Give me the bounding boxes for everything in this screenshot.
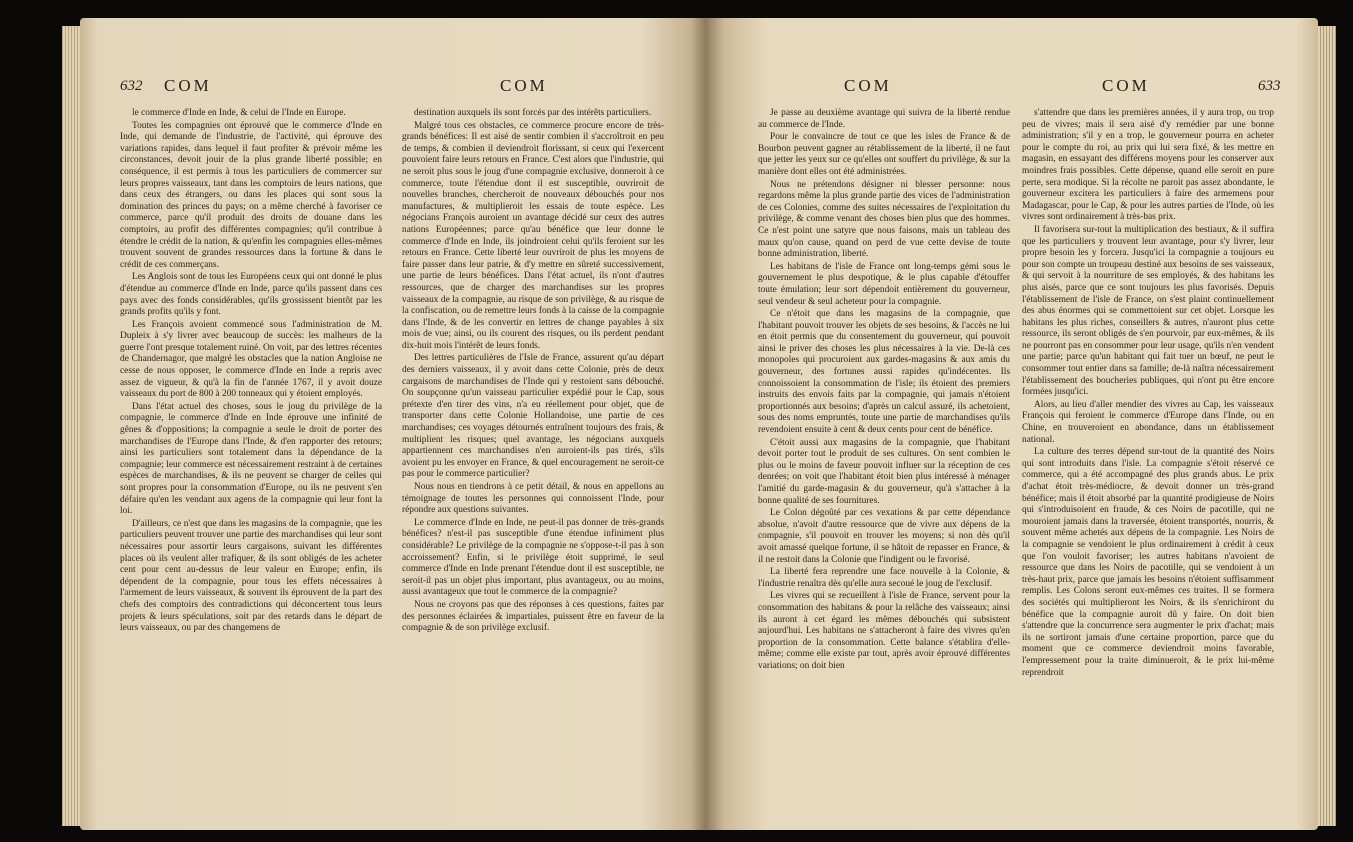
running-head-right-col2: COM [1102,76,1150,95]
paragraph: Il favorisera sur-tout la multiplication des bestiaux, & il suffira que les particuliers y trouvent leur avantage, pour s'y livrer, leur propre besoin les y forcera. Jusqu'ici la compagnie a toujours eu pour son compte un troupeau destiné aux besoins de ses vaisseaux, & qui servoit à la nourriture de ses employés, & des habitans les plus aisés, parce que ce sont toujours les plus favorisés. Depuis l'établissement de l'isle de France, on s'est plaint continuellement des abus énormes qui se commettoient sur cet objet. Lorsque les habitans les plus riches, conseillers & autres, n'auront plus cette ressource, ils seront obligés de s'en pourvoir, par eux-mêmes, & ils ne pourront pas en consommer pour leur usage, qu'ils n'en vendent une partie; parce qu'un habitant qui fait tuer un bœuf, ne peut le consommer tout entier dans sa famille; de-là naîtra nécessairement l'établissement des boucheries publiques, qui n'ont pu être encore formées jusqu'ici. [1022,224,1274,398]
paragraph: Les vivres qui se recueillent à l'isle de France, servent pour la consommation des habitans & pour la relâche des vaisseaux; ainsi ils auront à cet égard les mêmes débouchés qui subsistent aujourd'hui. Les habitans ne s'attacheront à faire des vivres qu'en proportion de la consommation. Cette balance s'établira d'elle-même; comme elle existe par tout, après avoir éprouvé différentes variations; on doit bien [758,591,1010,671]
running-head-left-col1: COM [164,76,212,95]
page-edges-right [1318,26,1336,826]
paragraph: Le Colon dégoûté par ces vexations & par cette dépendance absolue, n'avoit d'autre ressource que de vivre aux dépens de la compagnie, s'il pouvoit en trouver les moyens; si non dès qu'il avoit amassé quelque fortune, il se hâtoit de repasser en France, & il ne restoit dans la Colonie que l'indigent ou le favorisé. [758,508,1010,565]
paragraph: Nous ne croyons pas que des réponses à ces questions, faites par des personnes éclairées & impartiales, puissent être en faveur de la compagnie & de son privilège exclusif. [402,599,664,634]
left-page-column-1 [120,108,382,635]
paragraph: Dans l'état actuel des choses, sous le joug du privilège de la compagnie, le commerce d'Inde en Inde éprouve une infinité de gênes & d'oppositions; la compagnie a seule le droit de porter des marchandises de l'Europe dans l'Inde, & d'en rapporter des retours; ainsi les particuliers sont totalement dans la dépendance de la compagnie; leur commerce est nécessairement restraint à de certaines espèces de marchandises, & ils ne peuvent se charger de celles qui sont propres pour la consommation d'Europe, ou ils ne peuvent s'en défaire qu'en les vendant aux agens de la compagnie qui leur font la loi. [120,401,382,517]
page-number-right: 633 [1258,78,1281,94]
right-page [706,18,1318,830]
page-edges-left [62,26,82,826]
paragraph: Le commerce d'Inde en Inde, ne peut-il pas donner de très-grands bénéfices? n'est-il pas susceptible d'une étendue infiniment plus considérable? Le privilège de la compagnie ne s'oppose-t-il pas à son accroissement? Enfin, si le privilège étoit supprimé, le seul commerce d'Inde en Inde prenant l'étendue dont il est susceptible, ne seroit-il pas un objet plus important, plus avantageux, ou au moins, aussi avantageux que tout le commerce de la compagnie? [402,517,664,598]
paragraph: Nous nous en tiendrons à ce petit détail, & nous en appellons au témoignage de toutes les personnes qui connoissent l'Inde, pour répondre aux questions suivantes. [402,482,664,516]
paragraph: Ce n'étoit que dans les magasins de la compagnie, que l'habitant pouvoit trouver les objets de ses besoins, & l'accès ne lui en étoit permis que du consentement du gouverneur, qui pouvoit ainsi le priver des choses les plus nécessaires à la vie. De-là ces monopoles qui procuroient aux gardes-magasins & aux amis du gouverneur, des fortunes aussi rapides qu'indécentes. Ils connoissoient la consommation de l'isle; ils étoient des premiers instruits des envois faits par la compagnie, qui jamais n'étoient proportionnés aux besoins; d'après un calcul assuré, ils achetoient, sous des noms empruntés, toute une partie de marchandises qu'ils revendoient ensuite à cent & deux cents pour cent de bénéfice. [758,309,1010,436]
paragraph: C'étoit aussi aux magasins de la compagnie, que l'habitant devoit porter tout le produit de ses cultures. On sent combien le plus ou le moins de faveur pouvoit influer sur la réception de ces denrées; on voit que l'habitant étoit bien plus intéressé à ménager l'amitié du garde-magasin & du gouverneur, qu'à s'attacher à la bonne qualité de ses fournitures. [758,437,1010,506]
paragraph: Des lettres particulières de l'Isle de France, assurent qu'au départ des derniers vaisseaux, il y avoit dans cette Colonie, près de deux cargaisons de marchandises de l'Inde qui y restoient sans débouché. On soupçonne qu'un vaisseau particulier expédié pour le Cap, sous prétexte d'en tirer des vins, n'a eu réellement pour objet, que de transporter dans cette Colonie Hollandoise, une partie de ces marchandises; ces voyages détournés entraînent toujours des frais, & multiplient les risques; quel avantage, les négocians auxquels appartiennent ces marchandises n'en auroient-ils pas tirés, s'ils avoient pu les envoyer en France, & quel encouragement ne seroit-ce pas pour le commerce particulier? [402,353,664,480]
paragraph: Je passe au deuxième avantage qui suivra de la liberté rendue au commerce de l'Inde. [758,108,1010,130]
running-head-right-col1: COM [844,76,892,95]
left-page [80,18,706,830]
paragraph: Pour le convaincre de tout ce que les isles de France & de Bourbon peuvent gagner au rétablissement de la liberté, il ne faut que jetter les yeux sur ce qu'elles ont souffert du privilège, & sur la manière dont elles ont été administrées. [758,132,1010,177]
paragraph: s'attendre que dans les premières années, il y aura trop, ou trop peu de vivres; mais il sera aisé d'y remédier par une bonne administration; s'il y en a trop, le gouverneur pourra en acheter pour le compte du roi, au prix qui lui sera fixé, & les mettre en magasin, en essayant des différens moyens pour les conserver aux moindres frais possibles. Cette dépense, quand elle seroit en pure perte, sera modique. Si la récolte ne paroit pas assez abondante, le gouverneur excitera les particuliers à faire des armemens pour Madagascar, pour le Cap, & pour les autres parties de l'Inde, où les vivres sont ordinairement à très-bas prix. [1022,108,1274,223]
paragraph: Les François avoient commencé sous l'administration de M. Dupleix à s'y livrer avec beaucoup de succès: les malheurs de la guerre l'ont presque totalement ruiné. On voit, par des lettres récentes de Chandernagor, que malgré les obstacles que la nation Angloise ne cesse de nous opposer, le commerce d'Inde en Inde a repris avec assez de vigueur, & qu'à la fin de l'année 1767, il y avoit douze vaisseaux du port de 800 à 200 tonneaux qui y étoient employés. [120,319,382,400]
paragraph: Malgré tous ces obstacles, ce commerce procure encore de très-grands bénéfices: Il est aisé de sentir combien il s'accroîtroit en peu de temps, & combien il deviendroit florissant, si ceux qui l'exercent pouvoient faire leurs retours en France. C'est alors que l'industrie, qui ne seroit plus sous le joug d'une compagnie exclusive, donneroit à ce commerce, toute l'étendue dont il est susceptible, ouvriroit de nouvelles branches, chercheroit de nouveaux débouchés pour nos manufactures, & multiplieroit les essais de toute espèce. Les négocians François auroient un avantage décidé sur ceux des autres nations Européennes; parce qu'au bénéfice que leur donne le commerce d'Inde en Inde, ils joindroient celui qu'ils feroient sur les retours en France. Cette liberté leur ouvriroit de plus les moyens de faire passer dans leur patrie, & d'y mettre en sûreté successivement, une partie de leurs bénéfices. Dans l'état actuel, ils n'ont d'autres ressources, que de charger des marchandises sur les propres vaisseaux de la compagnie, au risque de son privilège, & au risque de la confiscation, ou de remettre leurs fonds à la caisse de la compagnie dans l'Inde, & de les convertir en lettres de change payables à six mois de vue; ainsi, ou ils courent des risques, ou ils perdent pendant dix-huit mois l'intérêt de leurs fonds. [402,120,664,351]
paragraph: Les habitans de l'isle de France ont long-temps gémi sous le gouvernement le plus despotique, & le plus capable d'étouffer toute émulation; leur sort dépendoit entièrement du gouverneur, seul vendeur & seul acheteur pour la compagnie. [758,261,1010,307]
paragraph: Nous ne prétendons désigner ni blesser personne: nous regardons même la plus grande partie des vices de l'administration de ces Colonies, comme des suites nécessaires de l'exploitation du privilège, & comme venant des choses bien plus que des hommes. Ce n'est point une satyre que nous faisons, mais un tableau des maux qu'on cause, quand on perd de vue cette devise de toute bonne administration, liberté. [758,179,1010,260]
paragraph: le commerce d'Inde en Inde, & celui de l'Inde en Europe. [132,108,346,118]
paragraph: La liberté fera reprendre une face nouvelle à la Colonie, & l'industrie renaîtra dès qu'elle aura secoué le joug de l'exclusif. [758,567,1010,589]
left-page-column-2 [402,108,664,635]
paragraph: Toutes les compagnies ont éprouvé que le commerce d'Inde en Inde, qui demande de l'industrie, de l'activité, qui éprouve des variations rapides, dans lequel il faut profiter & prévoir même les circonstances, devoit jouir de la plus grande liberté possible; en conséquence, il est permis à tous les particuliers de commercer sur leurs propres vaisseaux, tant dans les comptoirs de leurs nations, que dans ceux des étrangers, ou dans les places qui sont sous la domination des princes du pays; on a même cherché à favoriser ce commerce, parce qu'il produit des droits de douane dans les comptoirs, au profit des différentes compagnies; qu'il contribue à étendre le crédit de la nation, & qu'enfin les compagnies elles-mêmes trouvent souvent de grandes ressources dans la fortune & dans le crédit de ces commerçans. [120,120,382,270]
right-page-column-2 [1022,108,1274,679]
paragraph: D'ailleurs, ce n'est que dans les magasins de la compagnie, que les particuliers peuvent trouver une partie des marchandises qui leur sont nécessaires pour assortir leurs cargaisons, suivant les différentes places où ils veulent aller trafiquer, & ils sont obligés de les acheter cent pour cent au-dessus de leur valeur en Europe; enfin, ils dépendent de la compagnie, pour tous les effets nécessaires à l'armement de leurs vaisseaux, & souvent ils éprouvent de la part des chefs des comptoirs des contradictions qui déconcertent tous leurs projets & leurs spéculations, soit par des retards dans le départ de leurs vaisseaux, ou par des changemens de [120,518,382,634]
paragraph: destination auxquels ils sont forcés par des intérêts particuliers. [414,108,652,118]
right-page-column-1 [758,108,1010,673]
paragraph: Alors, au lieu d'aller mendier des vivres au Cap, les vaisseaux François qui feroient le commerce d'Europe dans l'Inde, ou en Chine, en trouveroient en abondance, dans un établissement national. [1022,399,1274,445]
running-head-left-col2: COM [500,76,548,95]
page-number-left: 632 [120,78,143,94]
paragraph: La culture des terres dépend sur-tout de la quantité des Noirs qui sont introduits dans l'isle. La compagnie s'étoit réservé ce commerce, qui a été accompagné des plus grands abus. Le prix d'achat étoit très-médiocre, & devoit donner un très-grand bénéfice; mais il étoit absorbé par la quantité prodigieuse de Noirs qui s'introduisoient en fraude, & ces Noirs de pacotille, qui ne mouroient jamais dans la traversée, étoient transportés, nourris, & souvent même achetés aux dépens de la compagnie. Les Noirs de la compagnie se vendoient le plus ordinairement à crédit à ceux que l'on vouloit favoriser; les autres habitans n'avoient de ressource que dans les Noirs de pacotille, qui se vendoient à un très-haut prix, parce que jamais les besoins n'étoient suffisamment remplis. Les Colons seront eux-mêmes ces traites. Il se formera des sociétés qui multiplieront les Noirs, & ils s'enrichiront du bénéfice que la compagnie auroit dû y faire. On doit bien s'attendre que la concurrence sera augmenter le prix d'achat; mais ils ne sortiront jamais d'une certaine proportion, parce que du moment que ce commerce deviendroit moins favorable, l'empressement pour la traite diminueroit, & le prix lui-même reprendroit [1022,447,1274,678]
paragraph: Les Anglois sont de tous les Européens ceux qui ont donné le plus d'étendue au commerce d'Inde en Inde, parce qu'ils passent dans ces pays avec des fonds considérables, qu'ils grossissent bientôt par les grands profits qu'ils y font. [120,272,382,318]
